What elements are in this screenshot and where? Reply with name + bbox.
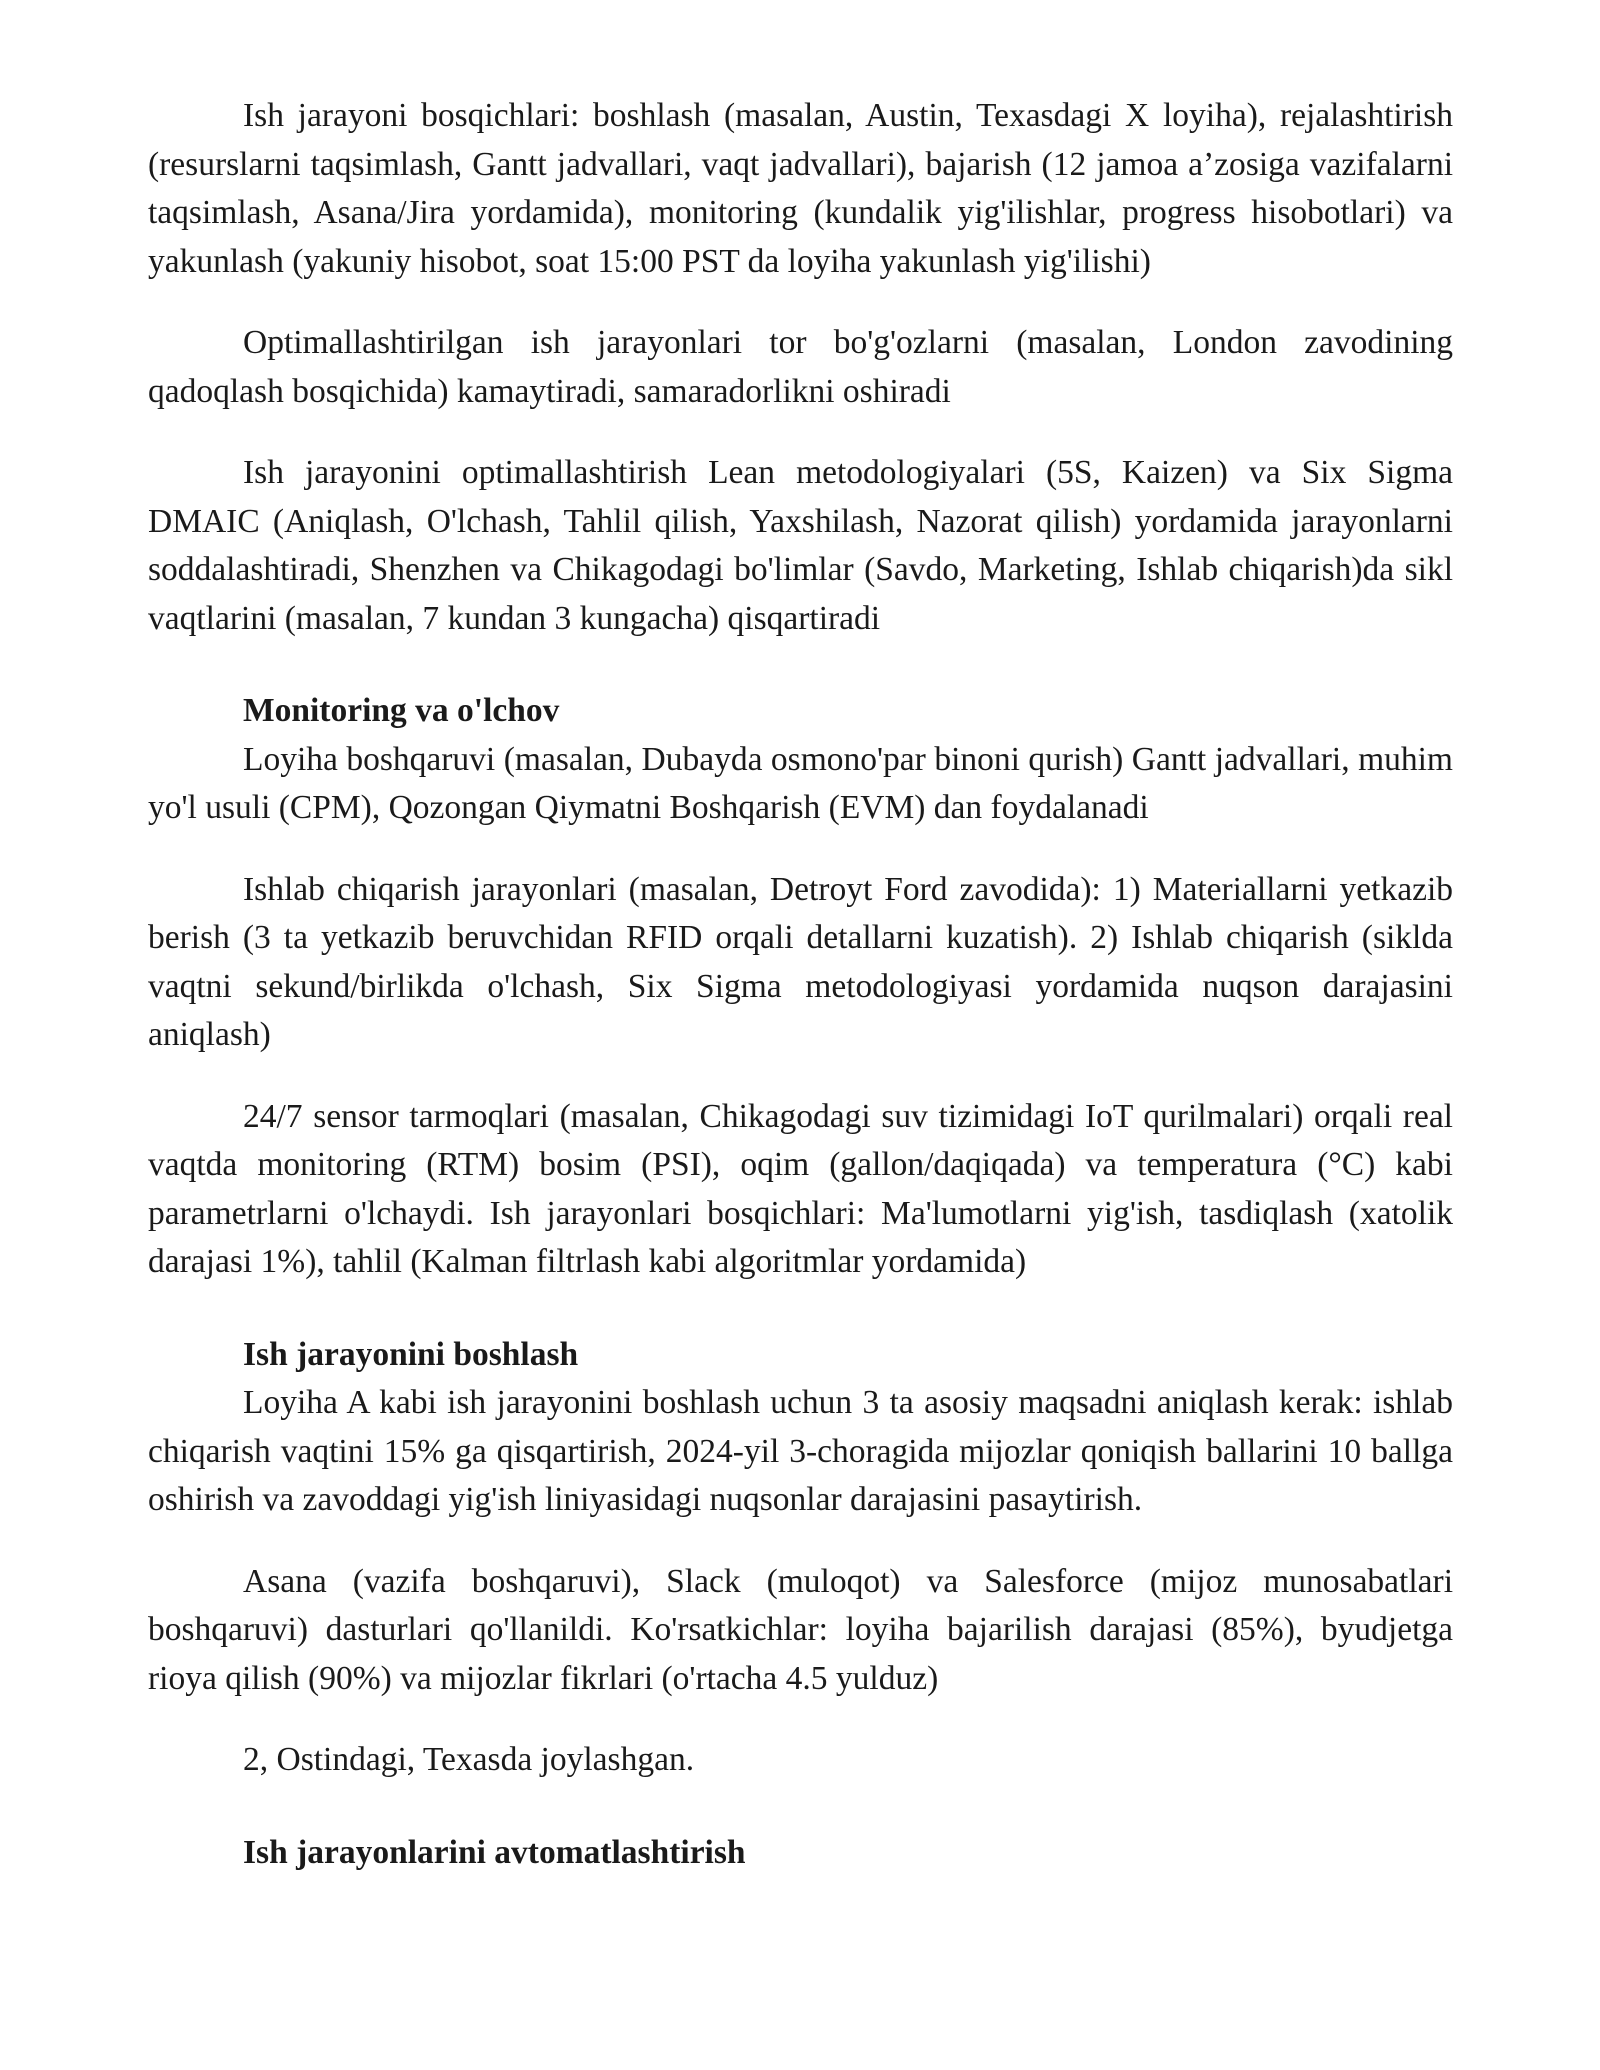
paragraph-location: 2, Ostindagi, Texasda joylashgan. [243,1741,695,1778]
heading-workflow-start: Ish jarayonini boshlash [243,1335,579,1373]
paragraph-project-goals: Loyiha A kabi ish jarayonini boshlash uchun 3 ta asosiy maqsadni aniqlash kerak: ishlab chiqarish vaqtini 15% ga qisqartirish, 2024-yil 3-choragida mijozlar qoniqish ballarini 10 ballga oshirish va zavoddagi yig'ish liniyasidagi nuqsonlar darajasini pasaytirish. [148,1384,1453,1518]
paragraph-production-processes: Ishlab chiqarish jarayonlari (masalan, Detroyt Ford zavodida): 1) Materiallarni yetkazib berish (3 ta yetkazib beruvchidan RFID orqali detallarni kuzatish). 2) Ishlab chiqarish (siklda vaqtni sekund/birlikda o'lchash, Six Sigma metodologiyasi yordamida nuqson darajasini aniqlash) [148,870,1453,1053]
heading-workflow-automation: Ish jarayonlarini avtomatlashtirish [243,1833,746,1871]
document-page [148,92,1453,1877]
paragraph-tools-metrics: Asana (vazifa boshqaruvi), Slack (muloqot) va Salesforce (mijoz munosabatlari boshqaruvi) dasturlari qo'llanildi. Ko'rsatkichlar: loyiha bajarilish darajasi (85%), byudjetga rioya qilish (90%) va mijozlar fikrlari (o'rtacha 4.5 yulduz) [148,1562,1453,1697]
paragraph-sensor-networks: 24/7 sensor tarmoqlari (masalan, Chikagodagi suv tizimidagi IoT qurilmalari) orqali real vaqtda monitoring (RTM) bosim (PSI), oqim (gallon/daqiqada) va temperatura (°C) kabi parametrlarni o'lchaydi. Ish jarayonlari bosqichlari: Ma'lumotlarni yig'ish, tasdiqlash (xatolik darajasi 1%), tahlil (Kalman filtrlash kabi algoritmlar yordamida) [148,1097,1453,1280]
paragraph-workflow-stages: Ish jarayoni bosqichlari: boshlash (masalan, Austin, Texasdagi X loyiha), rejalashtirish (resurslarni taqsimlash, Gantt jadvallari, vaqt jadvallari), bajarish (12 jamoa a’zosiga vazifalarni taqsimlash, Asana/Jira yordamida), monitoring (kundalik yig'ilishlar, progress hisobotlari) va yakunlash (yakuniy hisobot, soat 15:00 PST da loyiha yakunlash yig'ilishi) [148,97,1453,280]
heading-monitoring: Monitoring va o'lchov [243,692,560,729]
paragraph-project-management: Loyiha boshqaruvi (masalan, Dubayda osmono'par binoni qurish) Gantt jadvallari, muhim yo'l usuli (CPM), Qozongan Qiymatni Boshqarish (EVM) dan foydalanadi [148,740,1453,826]
paragraph-lean-six-sigma: Ish jarayonini optimallashtirish Lean metodologiyalari (5S, Kaizen) va Six Sigma DMAIC (Aniqlash, O'lchash, Tahlil qilish, Yaxshilash, Nazorat qilish) yordamida jarayonlarni soddalashtiradi, Shenzhen va Chikagodagi bo'limlar (Savdo, Marketing, Ishlab chiqarish)da sikl vaqtlarini (masalan, 7 kundan 3 kungacha) qisqartiradi [148,454,1453,637]
paragraph-optimized-workflows: Optimallashtirilgan ish jarayonlari tor bo'g'ozlarni (masalan, London zavodining qadoqlash bosqichida) kamaytiradi, samaradorlikni oshiradi [148,324,1453,410]
